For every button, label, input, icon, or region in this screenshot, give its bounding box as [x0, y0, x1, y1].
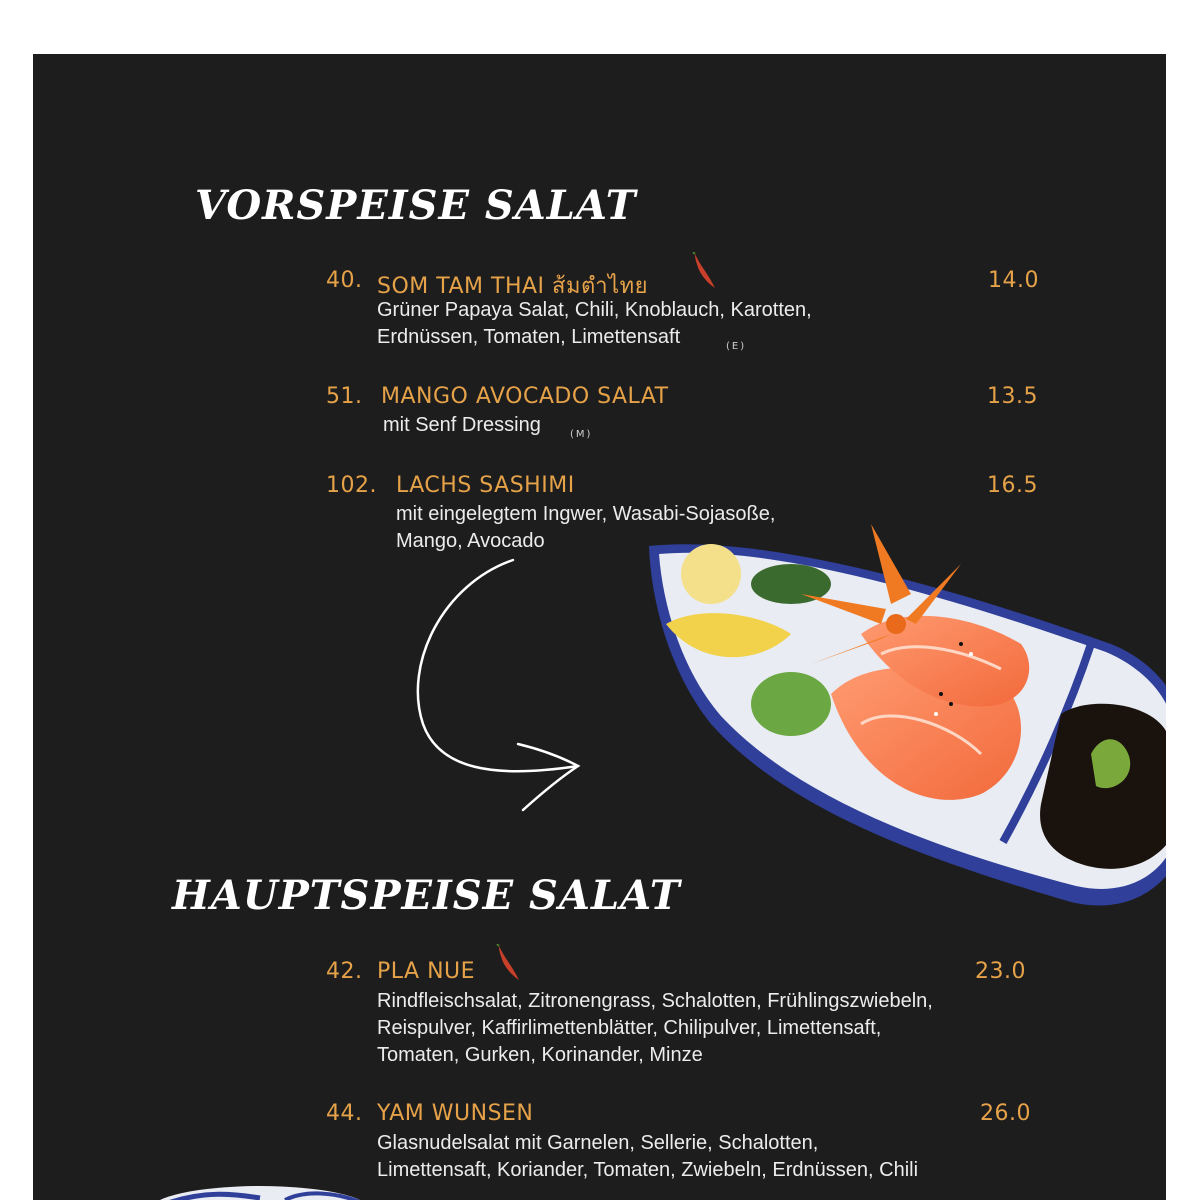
allergen-code: (E)	[726, 341, 747, 352]
item-price: 13.5	[987, 384, 1038, 409]
item-name: SOM TAM THAI ส้มตำไทย	[377, 274, 649, 299]
item-description: Tomaten, Gurken, Korinander, Minze	[377, 1044, 703, 1066]
item-name: YAM WUNSEN	[377, 1101, 534, 1126]
item-description: Glasnudelsalat mit Garnelen, Sellerie, Schalotten,	[377, 1132, 819, 1154]
item-number: 40.	[326, 268, 363, 293]
item-description: Limettensaft, Koriander, Tomaten, Zwiebeln, Erdnüssen, Chili	[377, 1159, 919, 1181]
chili-icon	[691, 252, 719, 292]
chili-icon	[495, 944, 523, 984]
menu-page	[33, 54, 1166, 1200]
item-number: 42.	[326, 959, 363, 984]
item-description: Rindfleischsalat, Zitronengrass, Schalotten, Frühlingszwiebeln,	[377, 990, 933, 1012]
sashimi-boat-image	[641, 524, 1166, 924]
section-title-vorspeise: VORSPEISE SALAT	[195, 182, 637, 229]
item-number: 44.	[326, 1101, 363, 1126]
allergen-code: (M)	[570, 429, 593, 440]
item-name: PLA NUE	[377, 959, 476, 984]
item-description: Grüner Papaya Salat, Chili, Knoblauch, Karotten,	[377, 299, 812, 321]
item-description: Mango, Avocado	[396, 530, 545, 552]
item-description: mit Senf Dressing	[383, 414, 541, 436]
curved-arrow-icon	[403, 554, 603, 824]
item-price: 26.0	[980, 1101, 1031, 1126]
item-number: 102.	[326, 473, 377, 498]
item-description: Erdnüssen, Tomaten, Limettensaft	[377, 326, 681, 348]
item-price: 16.5	[987, 473, 1038, 498]
section-title-hauptspeise: HAUPTSPEISE SALAT	[172, 872, 681, 919]
item-price: 14.0	[988, 268, 1039, 293]
item-name: MANGO AVOCADO SALAT	[381, 384, 669, 409]
plate-image	[145, 1180, 375, 1200]
item-price: 23.0	[975, 959, 1026, 984]
item-number: 51.	[326, 384, 363, 409]
item-description: mit eingelegtem Ingwer, Wasabi-Sojasoße,	[396, 503, 776, 525]
item-name: LACHS SASHIMI	[396, 473, 575, 498]
item-description: Reispulver, Kaffirlimettenblätter, Chilipulver, Limettensaft,	[377, 1017, 882, 1039]
